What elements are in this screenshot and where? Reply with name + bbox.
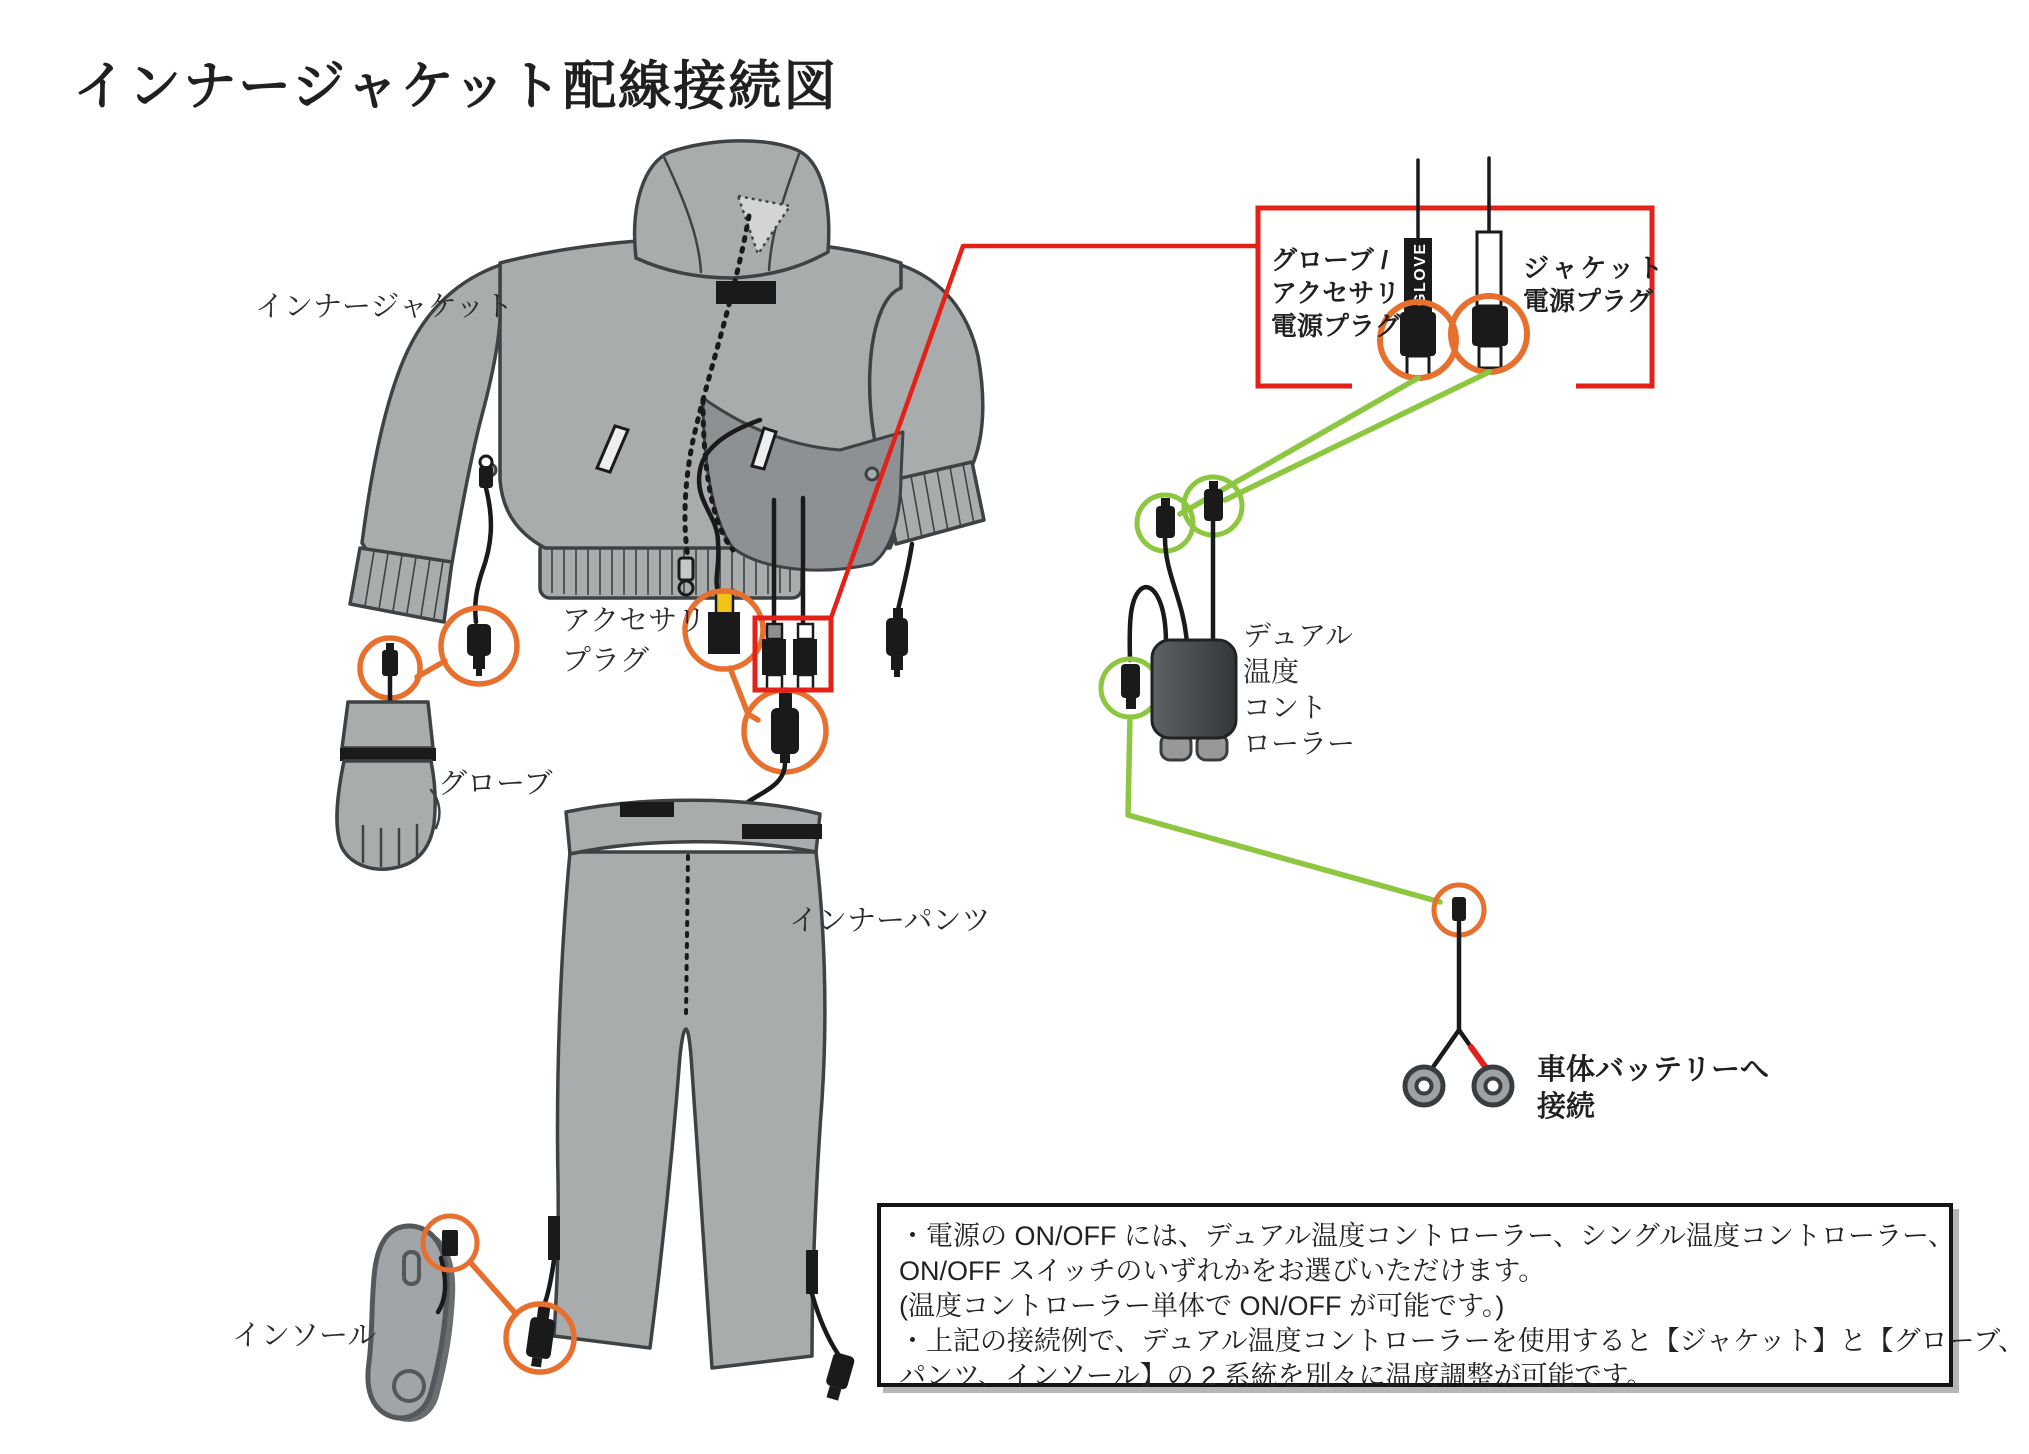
pants-legs [554,852,825,1368]
note-line-1: ・電源の ON/OFF には、デュアル温度コントローラー、シングル温度コントローラー、 [899,1221,1955,1251]
insole-label: インソール [232,1320,377,1352]
insole-illustration [368,1216,574,1422]
jacket-collar [635,141,829,278]
battery-label-line1: 車体バッテリーへ [1537,1054,1770,1086]
glove-cable-tag: GLOVE [1412,242,1429,306]
jacket-power-plug-small [793,624,817,691]
battery-label-line2: 接続 [1537,1091,1596,1123]
controller-output-plug [1101,659,1159,717]
note-line-2: ON/OFF スイッチのいずれかをお選びいただけます。 [899,1256,1546,1286]
controller-label-line2: 温度 [1243,656,1300,687]
controller-label [1243,618,1355,762]
glove-accessory-plug-label-line2: アクセサリ [1271,278,1401,308]
glove-hand [337,761,435,869]
jacket-illustration [350,141,984,622]
page-title: インナージャケット配線接続図 [73,57,839,116]
pants-right-plug [822,1352,856,1402]
battery-lead-plug [1452,897,1466,921]
accessory-plug-body [708,612,740,654]
glove-accessory-plug-label-line1: グローブ / [1271,245,1389,275]
sleeve-dc-plug [467,624,491,676]
accessory-plug-label-line2: プラグ [562,645,650,677]
glove-accessory-plug-label-line3: 電源プラグ [1271,311,1402,341]
controller-label-line4: ローラー [1243,728,1356,759]
glove-accessory-power-plug-small [762,624,786,691]
insole-connector [442,1230,458,1256]
accessory-plug-label-line1: アクセサリ [562,605,707,637]
glove-power-plug-detail [1380,160,1456,378]
jacket-left-cuff [350,548,452,622]
glove-label: グローブ [438,768,553,800]
pants-right-ankle-tab [806,1250,818,1294]
battery-ring-terminal-right [1474,1067,1512,1105]
right-cuff-plug-assembly [886,544,912,677]
jacket-right-snap [866,468,878,480]
sleeve-cable [475,488,491,622]
pants-label: インナーパンツ [789,905,991,937]
battery-ring-terminal-left [1405,1067,1443,1105]
pants-fly-dots [686,856,688,1016]
controller-label-line1: デュアル [1243,620,1354,651]
note-line-3: (温度コントローラー単体で ON/OFF が可能です。) [899,1291,1505,1321]
pants-waist-patch [620,802,674,817]
battery-label [1537,1052,1769,1126]
note-line-5: パンツ、インソール】の 2 系統を別々に温度調整が可能です。 [899,1361,1654,1391]
glove-wrist-band [340,748,436,761]
glove-connector [382,650,398,676]
insole-dc-plug [524,1305,557,1369]
controller-body [1152,640,1236,738]
glove-illustration [337,638,445,869]
controller-label-line3: コント [1243,692,1328,723]
note-box [877,1203,2026,1391]
note-line-4: ・上記の接続例で、デュアル温度コントローラーを使用すると【ジャケット】と【グローブ、 [899,1326,2026,1356]
jacket-label: インナージャケット [255,291,514,323]
sleeve-zip-pull [479,466,493,488]
glove-cuff [342,702,433,748]
jacket-chest-patch [716,281,776,304]
jacket-power-plug-label-line2: 電源プラグ [1523,286,1654,316]
jacket-power-plug-detail [1451,158,1527,372]
battery-lead-assembly [1405,885,1512,1105]
jacket-power-plug-label-line1: ジャケット [1523,253,1667,283]
green-wires [1180,372,1489,514]
pants-left-ankle-tab [548,1216,560,1260]
pants-hip-patch [742,824,822,839]
pants-power-plug [771,691,799,763]
pants-illustration [542,800,856,1402]
insole-connection-link [470,1262,516,1314]
